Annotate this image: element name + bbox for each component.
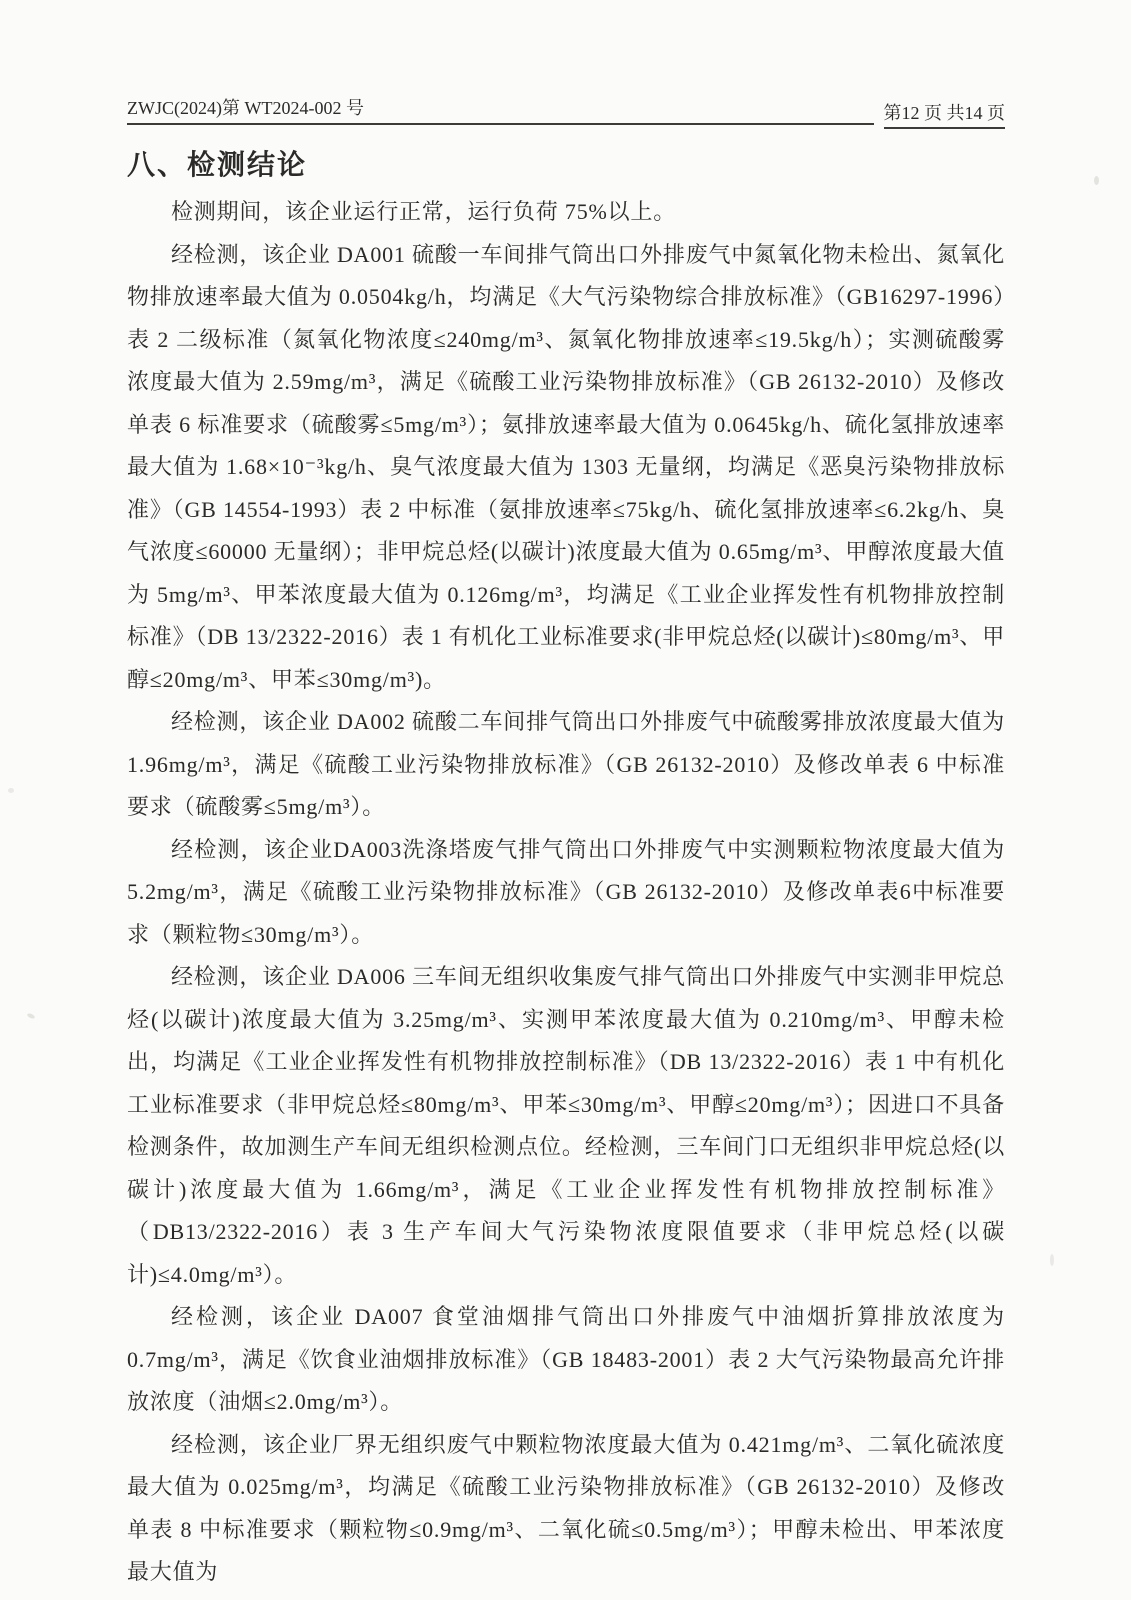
paragraph-da006-results: 经检测，该企业 DA006 三车间无组织收集废气排气筒出口外排废气中实测非甲烷总烃(以碳计)浓度最大值为 3.25mg/m³、实测甲苯浓度最大值为 0.210mg/m³、甲醇未检出，均满足《工业企业挥发性有机物排放控制标准》（DB 13/2322-2016）表 1 中有机化工业标准要求（非甲烷总烃≤80mg/m³、甲苯≤30mg/m³、甲醇≤20mg/m³）；因进口不具备检测条件，故加测生产车间无组织检测点位。经检测，三车间门口无组织非甲烷总烃(以碳计)浓度最大值为 1.66mg/m³，满足《工业企业挥发性有机物排放控制标准》（DB13/2322-2016）表 3 生产车间大气污染物浓度限值要求（非甲烷总烃(以碳计)≤4.0mg/m³）。 (127, 964, 1005, 1287)
section-title: 八、检测结论 (127, 150, 308, 181)
scan-artifact (1094, 176, 1099, 185)
document-number: ZWJC(2024)第 WT2024-002 号 (127, 96, 874, 125)
paragraph-da003-results: 经检测，该企业DA003洗涤塔废气排气筒出口外排废气中实测颗粒物浓度最大值为 5.2mg/m³，满足《硫酸工业污染物排放标准》（GB 26132-2010）及修改单表6中标准要求（颗粒物≤30mg/m³）。 (127, 836, 1005, 947)
paragraph-da001-results: 经检测，该企业 DA001 硫酸一车间排气筒出口外排废气中氮氧化物未检出、氮氧化物排放速率最大值为 0.0504kg/h，均满足《大气污染物综合排放标准》（GB16297-1996）表 2 二级标准（氮氧化物浓度≤240mg/m³、氮氧化物排放速率≤19.5kg/h）；实测硫酸雾浓度最大值为 2.59mg/m³，满足《硫酸工业污染物排放标准》（GB 26132-2010）及修改单表 6 标准要求（硫酸雾≤5mg/m³）；氨排放速率最大值为 0.0645kg/h、硫化氢排放速率最大值为 1.68×10⁻³kg/h、臭气浓度最大值为 1303 无量纲，均满足《恶臭污染物排放标准》（GB 14554-1993）表 2 中标准（氨排放速率≤75kg/h、硫化氢排放速率≤6.2kg/h、臭气浓度≤60000 无量纲）；非甲烷总烃(以碳计)浓度最大值为 0.65mg/m³、甲醇浓度最大值为 5mg/m³、甲苯浓度最大值为 0.126mg/m³，均满足《工业企业挥发性有机物排放控制标准》（DB 13/2322-2016）表 1 有机化工业标准要求(非甲烷总烃(以碳计)≤80mg/m³、甲醇≤20mg/m³、甲苯≤30mg/m³)。 (127, 241, 1005, 692)
conclusion-body (127, 191, 1005, 1594)
page-number-info: 第12 页 共14 页 (884, 101, 1006, 129)
page-header (127, 96, 1005, 125)
page-content (127, 96, 1005, 1594)
paragraph-boundary-results: 经检测，该企业厂界无组织废气中颗粒物浓度最大值为 0.421mg/m³、二氧化硫浓度最大值为 0.025mg/m³，均满足《硫酸工业污染物排放标准》（GB 26132-2010）及修改单表 8 中标准要求（颗粒物≤0.9mg/m³、二氧化硫≤0.5mg/m³）；甲醇未检出、甲苯浓度最大值为 (127, 1431, 1005, 1584)
scan-artifact (8, 788, 14, 793)
scan-artifact (27, 1012, 36, 1019)
paragraph-da002-results: 经检测，该企业 DA002 硫酸二车间排气筒出口外排废气中硫酸雾排放浓度最大值为 1.96mg/m³，满足《硫酸工业污染物排放标准》（GB 26132-2010）及修改单表 6 中标准要求（硫酸雾≤5mg/m³）。 (127, 709, 1005, 819)
paragraph-operating-load: 检测期间，该企业运行正常，运行负荷 75%以上。 (171, 199, 677, 224)
paragraph-da007-results: 经检测，该企业 DA007 食堂油烟排气筒出口外排废气中油烟折算排放浓度为 0.7mg/m³，满足《饮食业油烟排放标准》（GB 18483-2001）表 2 大气污染物最高允许排放浓度（油烟≤2.0mg/m³）。 (127, 1304, 1005, 1414)
scan-artifact (1050, 1254, 1054, 1266)
